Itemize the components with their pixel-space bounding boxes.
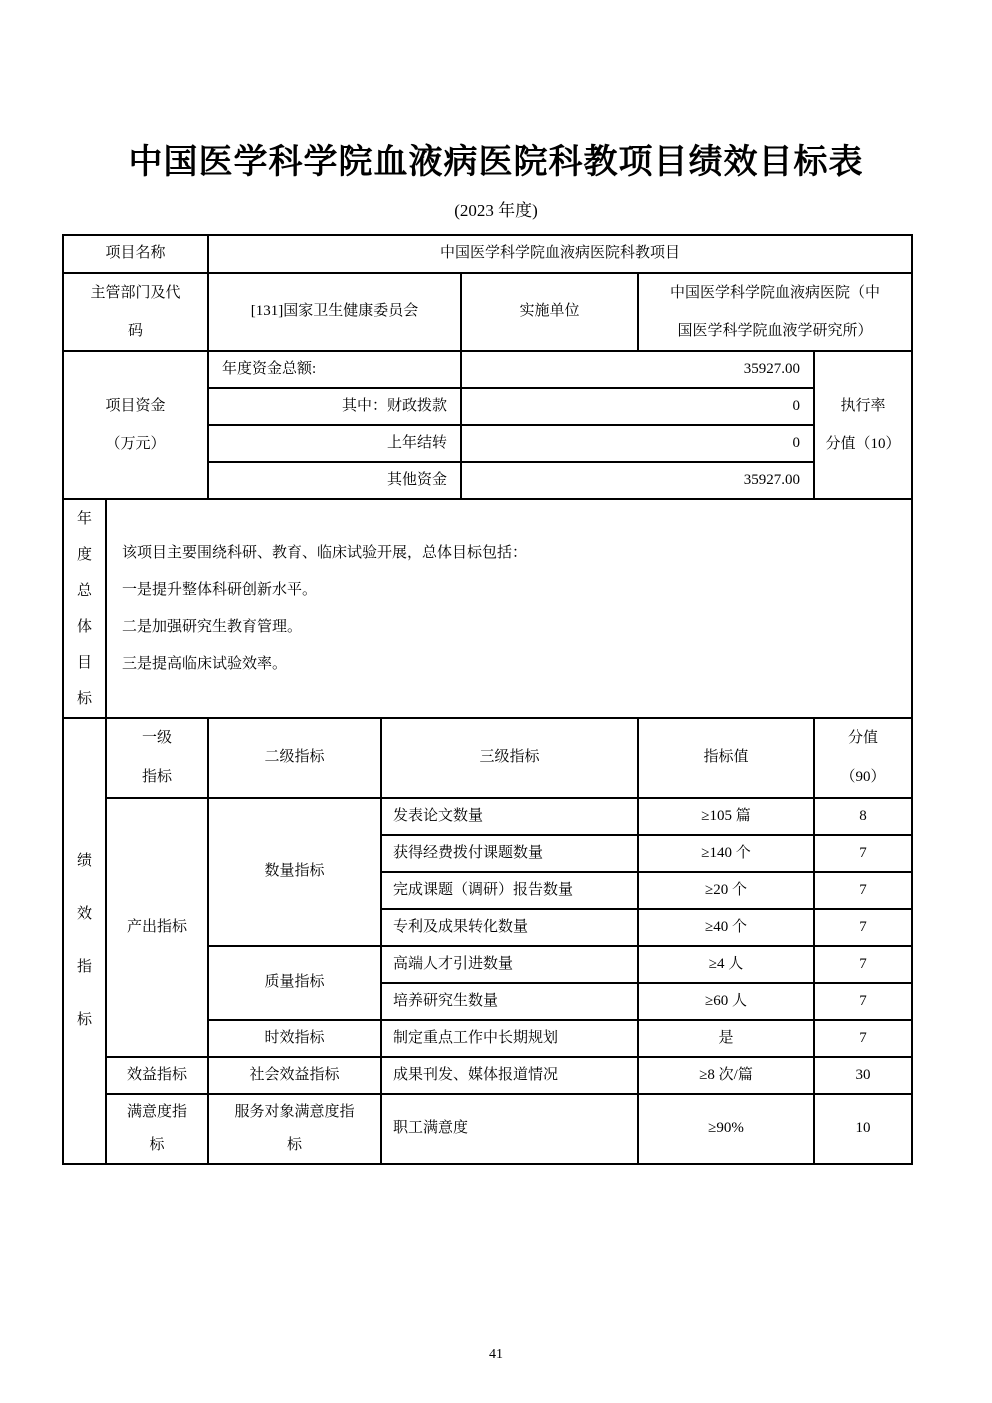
group-satisfaction: 满意度指 标 xyxy=(106,1094,208,1164)
header-level1: 一级 指标 xyxy=(106,718,208,798)
indicator-target: ≥105 篇 xyxy=(638,798,814,835)
header-level2: 二级指标 xyxy=(208,718,381,798)
annual-goal-text xyxy=(106,499,912,718)
group-quantity: 数量指标 xyxy=(208,798,381,946)
group-output: 产出指标 xyxy=(106,798,208,1057)
indicator-score: 7 xyxy=(814,835,912,872)
indicator-score: 7 xyxy=(814,983,912,1020)
funding-total-label: 年度资金总额: xyxy=(208,351,461,388)
indicator-target: ≥20 个 xyxy=(638,872,814,909)
indicator-name: 完成课题（调研）报告数量 xyxy=(381,872,638,909)
indicator-score: 7 xyxy=(814,909,912,946)
page-number: 41 xyxy=(489,1347,503,1362)
group-timeliness: 时效指标 xyxy=(208,1020,381,1057)
indicator-name: 成果刊发、媒体报道情况 xyxy=(381,1057,638,1094)
goal-line: 二是加强研究生教育管理。 xyxy=(122,618,303,635)
indicator-name: 制定重点工作中长期规划 xyxy=(381,1020,638,1057)
group-social-benefit: 社会效益指标 xyxy=(208,1057,381,1094)
indicator-target: ≥4 人 xyxy=(638,946,814,983)
goal-line: 一是提升整体科研创新水平。 xyxy=(122,581,318,598)
funding-fiscal-label: 其中：财政拨款 xyxy=(208,388,461,425)
indicator-target: ≥90% xyxy=(638,1094,814,1164)
indicators-section-label: 绩 效 指 标 xyxy=(63,718,106,1164)
group-service-satisfaction: 服务对象满意度指 标 xyxy=(208,1094,381,1164)
indicator-name: 培养研究生数量 xyxy=(381,983,638,1020)
table-row xyxy=(63,351,912,388)
funding-section-label: 项目资金 （万元） xyxy=(63,351,208,499)
annual-goal-section-label: 年 度 总 体 目 标 xyxy=(63,499,106,718)
table-row xyxy=(63,718,912,798)
execution-rate-score-label: 执行率 分值（10） xyxy=(814,351,912,499)
header-score: 分值 （90） xyxy=(814,718,912,798)
dept-label: 主管部门及代 码 xyxy=(63,273,208,351)
funding-other-value: 35927.00 xyxy=(461,462,814,499)
indicator-score: 30 xyxy=(814,1057,912,1094)
indicator-name: 发表论文数量 xyxy=(381,798,638,835)
indicator-score: 10 xyxy=(814,1094,912,1164)
table-row xyxy=(63,273,912,351)
indicator-score: 7 xyxy=(814,946,912,983)
page-subtitle: (2023 年度) xyxy=(454,201,538,220)
indicator-target: ≥60 人 xyxy=(638,983,814,1020)
table-row xyxy=(63,798,912,835)
indicator-name: 专利及成果转化数量 xyxy=(381,909,638,946)
indicator-target: ≥40 个 xyxy=(638,909,814,946)
table-row xyxy=(63,235,912,273)
header-level3: 三级指标 xyxy=(381,718,638,798)
indicator-target: ≥140 个 xyxy=(638,835,814,872)
indicator-name: 高端人才引进数量 xyxy=(381,946,638,983)
funding-carryover-value: 0 xyxy=(461,425,814,462)
indicator-name: 获得经费拨付课题数量 xyxy=(381,835,638,872)
table-row xyxy=(63,1057,912,1094)
group-quality: 质量指标 xyxy=(208,946,381,1020)
funding-total-value: 35927.00 xyxy=(461,351,814,388)
goal-line: 三是提高临床试验效率。 xyxy=(122,655,288,672)
funding-carryover-label: 上年结转 xyxy=(208,425,461,462)
impl-unit-label: 实施单位 xyxy=(461,273,638,351)
indicator-score: 7 xyxy=(814,1020,912,1057)
header-target: 指标值 xyxy=(638,718,814,798)
indicator-name: 职工满意度 xyxy=(381,1094,638,1164)
funding-other-label: 其他资金 xyxy=(208,462,461,499)
indicator-score: 7 xyxy=(814,872,912,909)
dept-value: [131]国家卫生健康委员会 xyxy=(208,273,461,351)
table-row xyxy=(63,1094,912,1164)
impl-unit-value: 中国医学科学院血液病医院（中 国医学科学院血液学研究所） xyxy=(638,273,912,351)
performance-target-table xyxy=(62,234,913,1165)
funding-fiscal-value: 0 xyxy=(461,388,814,425)
goal-line: 该项目主要围绕科研、教育、临床试验开展，总体目标包括： xyxy=(122,544,528,561)
group-benefit: 效益指标 xyxy=(106,1057,208,1094)
indicator-target: 是 xyxy=(638,1020,814,1057)
project-name-value: 中国医学科学院血液病医院科教项目 xyxy=(208,235,912,273)
page-title: 中国医学科学院血液病医院科教项目绩效目标表 xyxy=(128,143,864,181)
indicator-target: ≥8 次/篇 xyxy=(638,1057,814,1094)
project-name-label: 项目名称 xyxy=(63,235,208,273)
indicator-score: 8 xyxy=(814,798,912,835)
table-row xyxy=(63,499,912,718)
